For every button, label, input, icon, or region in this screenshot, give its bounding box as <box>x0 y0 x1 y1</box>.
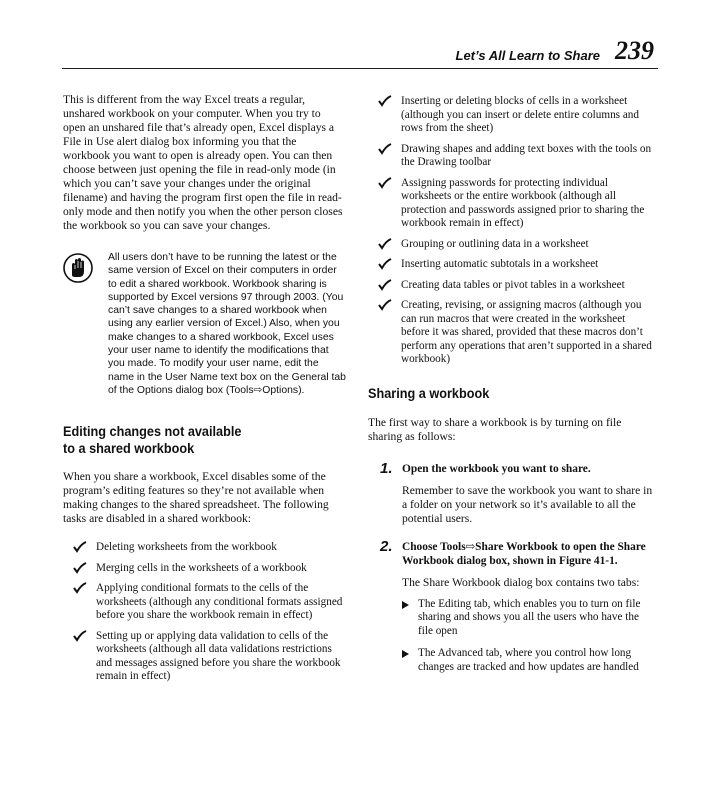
triangle-bullet-icon <box>402 650 409 658</box>
list-item: Setting up or applying data validation to cells of the worksheets (although all data validations restrictions and messages assigned before you share the workbook remain in effect) <box>63 630 346 684</box>
checkmark-icon <box>378 238 392 250</box>
step-title: Choose Tools⇨Share Workbook to open the Share Workbook dialog box, shown in Figure 41-1. <box>402 540 646 567</box>
list-item: Drawing shapes and adding text boxes with the tools on the Drawing toolbar <box>368 143 653 170</box>
checkmark-icon <box>73 541 87 553</box>
list-item: Creating, revising, or assigning macros (although you can run macros that were created in the worksheet before it was shared, provided that these macros don’t perform any operations that aren’t supported in a shared workbook) <box>368 299 653 367</box>
section-heading-sharing: Sharing a workbook <box>368 385 490 401</box>
tip-box <box>63 251 346 397</box>
heading-line-2: to a shared workbook <box>63 441 195 457</box>
heading-line-1: Editing changes not available <box>63 424 242 440</box>
tip-text: All users don’t have to be running the latest or the same version of Excel on their computers in order to edit a shared workbook. Workbook sharing is supported by Excel versions 97 through 2003. (You can’t save changes to a shared workbook when using any earlier version of Excel.) Also, when you make changes to a shared workbook, Excel uses your user name to identify the modifications that you made. To modify your user name, edit the name in the User Name text box on the General tab of the Options dialog box (Tools⇨Options). <box>108 252 346 396</box>
checkmark-icon <box>378 279 392 291</box>
list-item: Assigning passwords for protecting individual worksheets or the entire workbook (although all protection and passwords assigned prior to sharing the workbook remain in effect) <box>368 177 653 231</box>
list-item: Merging cells in the worksheets of a workbook <box>63 562 346 576</box>
step-body: The Share Workbook dialog box contains two tabs: <box>402 575 640 589</box>
list-item: Inserting automatic subtotals in a worksheet <box>368 258 653 272</box>
tip-hand-icon <box>63 253 93 397</box>
step-number: 2. <box>380 537 393 555</box>
list-item: Inserting or deleting blocks of cells in a worksheet (although you can insert or delete entire columns and rows from the sheet) <box>368 95 653 136</box>
checkmark-icon <box>73 630 87 642</box>
checkmark-icon <box>378 95 392 107</box>
step-1 <box>368 459 653 526</box>
tabs-list <box>402 598 653 675</box>
checkmark-icon <box>378 299 392 311</box>
running-title: Let’s All Learn to Share <box>455 48 600 63</box>
triangle-bullet-icon <box>402 601 409 609</box>
page-number: 239 <box>615 36 654 65</box>
list-item: Applying conditional formats to the cells of the worksheets (although any conditional formats assigned before you share the workbook remain in effect) <box>63 582 346 623</box>
left-column <box>63 93 346 691</box>
checkmark-icon <box>73 582 87 594</box>
checkmark-icon <box>378 258 392 270</box>
list-item: Grouping or outlining data in a worksheet <box>368 238 653 252</box>
right-column <box>368 95 653 683</box>
section-heading-editing <box>63 423 346 457</box>
list-item: Creating data tables or pivot tables in a worksheet <box>368 279 653 293</box>
step-title: Open the workbook you want to share. <box>402 462 591 475</box>
list-item: The Editing tab, which enables you to turn on file sharing and shows you all the users who have the file open <box>402 598 653 639</box>
checkmark-icon <box>378 143 392 155</box>
disabled-tasks-list-continued <box>368 95 653 367</box>
page-header <box>62 38 658 69</box>
editing-paragraph: When you share a workbook, Excel disables some of the program’s editing features so they’re not available when making changes to the shared spreadsheet. The following tasks are disabled in a shared workbook: <box>63 470 329 526</box>
checkmark-icon <box>378 177 392 189</box>
step-2 <box>368 537 653 675</box>
list-item: The Advanced tab, where you control how long changes are tracked and how updates are handled <box>402 647 653 674</box>
sharing-intro: The first way to share a workbook is by turning on file sharing as follows: <box>368 415 622 443</box>
step-body: Remember to save the workbook you want to share in a folder on your network so it’s available to all the potential users. <box>402 483 653 525</box>
disabled-tasks-list <box>63 541 346 684</box>
checkmark-icon <box>73 562 87 574</box>
list-item: Deleting worksheets from the workbook <box>63 541 346 555</box>
intro-paragraph: This is different from the way Excel treats a regular, unshared workbook on your computer. When you try to open an unshared file that’s already open, Excel displays a File in Use alert dialog box informing you that the workbook you want to open is already open. You can then choose between just opening the file in read-only mode (in which you can’t save your changes under the original filename) and having the program first open the file in read-only mode and then notify you when the other person closes the workbook so you can save your changes. <box>63 93 343 232</box>
step-number: 1. <box>380 459 393 477</box>
